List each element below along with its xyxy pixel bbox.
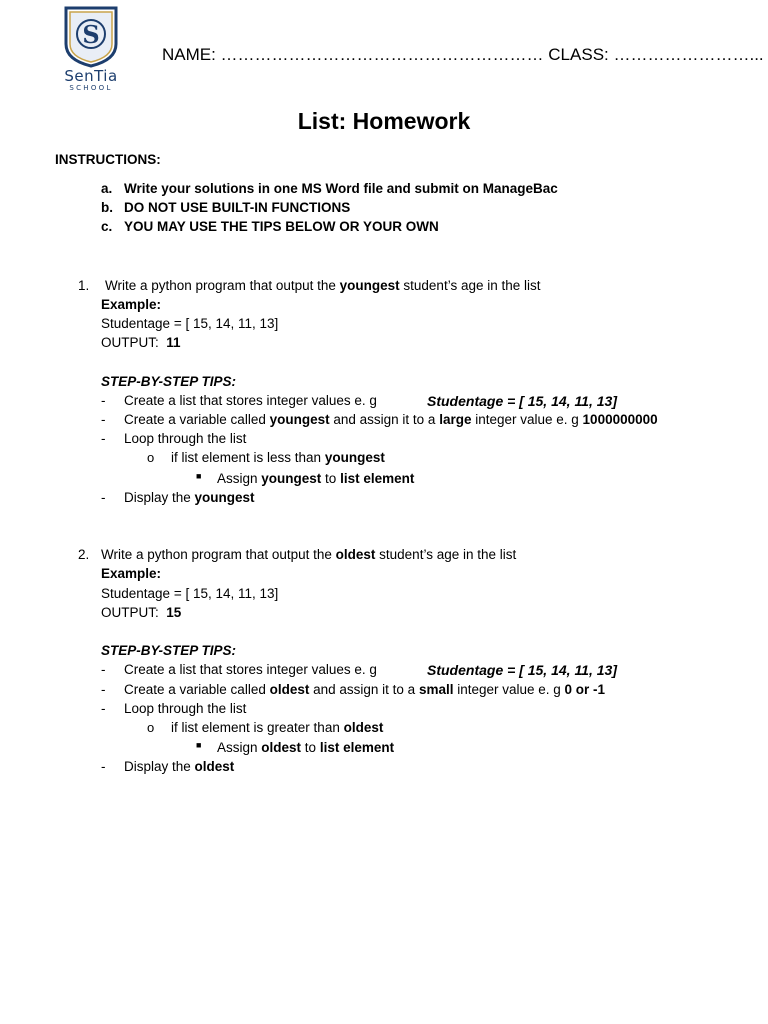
instruction-text: YOU MAY USE THE TIPS BELOW OR YOUR OWN bbox=[124, 219, 439, 234]
tip-bullet: - bbox=[101, 393, 106, 408]
instructions-heading: INSTRUCTIONS: bbox=[55, 152, 161, 167]
example-list: Studentage = [ 15, 14, 11, 13] bbox=[101, 586, 279, 601]
logo-school-name: SenTia bbox=[64, 67, 118, 85]
instruction-letter: c. bbox=[101, 219, 113, 234]
tip-text: Create a list that stores integer values e. g bbox=[124, 662, 377, 677]
sub-tip-text: if list element is greater than oldest bbox=[171, 720, 384, 735]
output-line: OUTPUT: 15 bbox=[101, 605, 182, 620]
sub-sub-tip-text: Assign youngest to list element bbox=[217, 471, 415, 486]
name-class-line: NAME: ………………………………………………… CLASS: ……………………... bbox=[162, 45, 764, 64]
tip-text: Display the oldest bbox=[124, 759, 235, 774]
sub-tip-text: if list element is less than youngest bbox=[171, 450, 385, 465]
example-label: Example: bbox=[101, 566, 162, 581]
tip-text: Create a variable called oldest and assign it to a small integer value e. g 0 or -1 bbox=[124, 682, 606, 697]
tip-bullet: - bbox=[101, 431, 106, 446]
question-text: Write a python program that output the youngest student’s age in the list bbox=[105, 278, 541, 293]
instruction-text: DO NOT USE BUILT-IN FUNCTIONS bbox=[124, 200, 351, 215]
tip-bullet: - bbox=[101, 662, 106, 677]
circle-bullet: o bbox=[147, 450, 155, 465]
tip-text: Create a variable called youngest and assign it to a large integer value e. g 1000000000 bbox=[124, 412, 658, 427]
sub-sub-tip-text: Assign oldest to list element bbox=[217, 740, 395, 755]
tip-bullet: - bbox=[101, 759, 106, 774]
logo-school-subtitle: SCHOOL bbox=[69, 84, 113, 92]
example-label: Example: bbox=[101, 297, 162, 312]
circle-bullet: o bbox=[147, 720, 155, 735]
tip-example: Studentage = [ 15, 14, 11, 13] bbox=[427, 662, 617, 678]
tip-example: Studentage = [ 15, 14, 11, 13] bbox=[427, 393, 617, 409]
tips-label: STEP-BY-STEP TIPS: bbox=[101, 643, 237, 658]
school-crest-icon bbox=[60, 4, 122, 68]
question-number: 1. bbox=[78, 278, 90, 293]
output-line: OUTPUT: 11 bbox=[101, 335, 181, 350]
square-bullet: ■ bbox=[196, 471, 202, 481]
question-number: 2. bbox=[78, 547, 90, 562]
tip-bullet: - bbox=[101, 412, 106, 427]
tip-text: Create a list that stores integer values e. g bbox=[124, 393, 377, 408]
instruction-letter: b. bbox=[101, 200, 113, 215]
tips-label: STEP-BY-STEP TIPS: bbox=[101, 374, 237, 389]
square-bullet: ■ bbox=[196, 740, 202, 750]
tip-bullet: - bbox=[101, 682, 106, 697]
instruction-text: Write your solutions in one MS Word file and submit on ManageBac bbox=[124, 181, 558, 196]
tip-text: Loop through the list bbox=[124, 701, 247, 716]
instruction-letter: a. bbox=[101, 181, 113, 196]
logo-monogram: S bbox=[82, 20, 100, 49]
tip-bullet: - bbox=[101, 701, 106, 716]
page-title: List: Homework bbox=[297, 108, 471, 134]
question-text: Write a python program that output the oldest student’s age in the list bbox=[101, 547, 517, 562]
tip-text: Display the youngest bbox=[124, 490, 255, 505]
tip-bullet: - bbox=[101, 490, 106, 505]
example-list: Studentage = [ 15, 14, 11, 13] bbox=[101, 316, 279, 331]
tip-text: Loop through the list bbox=[124, 431, 247, 446]
